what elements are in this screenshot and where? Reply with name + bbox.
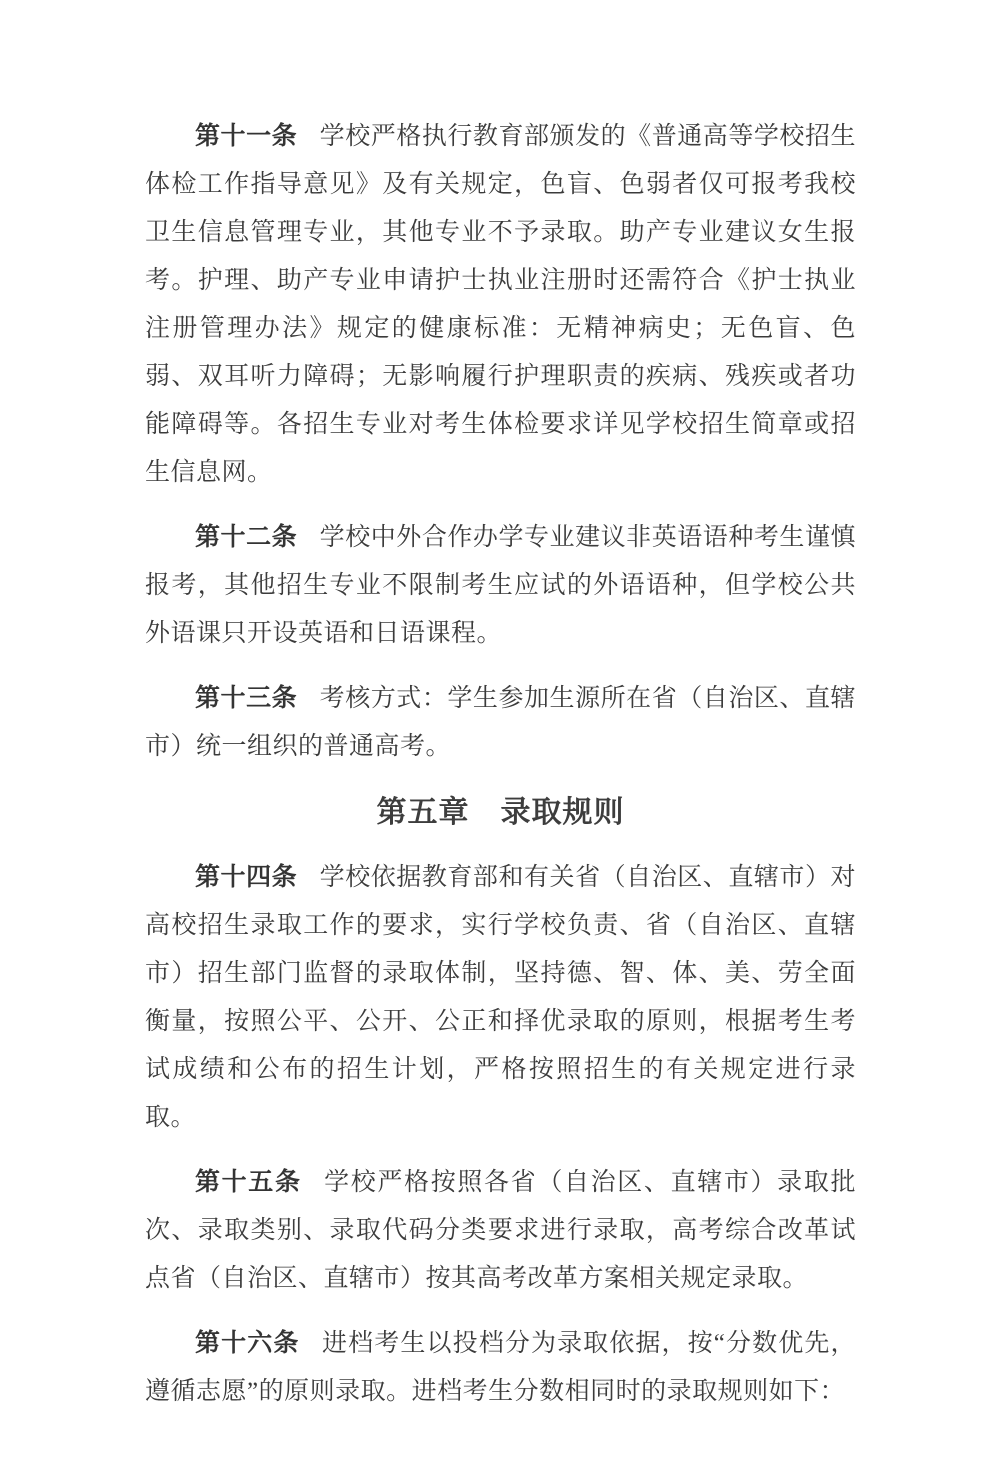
article-number: 第十一条 <box>195 122 298 150</box>
chapter-heading: 第五章 录取规则 <box>376 796 625 829</box>
article-text: 学校严格执行教育部颁发的《普通高等学校招生体检工作指导意见》及有关规定，色盲、色弱者仅可报考我校卫生信息管理专业，其他专业不予录取。助产专业建议女生报考。护理、助产专业申请护士执业注册时还需符合《护士执业注册管理办法》规定的健康标准：无精神病史；无色盲、色弱、双耳听力障碍；无影响履行护理职责的疾病、残疾或者功能障碍等。各招生专业对考生体检要求详见学校招生简章或招生信息网。 <box>145 123 856 486</box>
article-number: 第十二条 <box>195 523 298 551</box>
article-paragraph-12 <box>145 513 856 658</box>
article-text: 学校中外合作办学专业建议非英语语种考生谨慎报考，其他招生专业不限制考生应试的外语语种，但学校公共外语课只开设英语和日语课程。 <box>145 524 856 647</box>
article-paragraph-16 <box>145 1319 856 1416</box>
article-text: 进档考生以投档分为录取依据，按“分数优先，遵循志愿”的原则录取。进档考生分数相同时的录取规则如下： <box>145 1330 856 1405</box>
article-number: 第十四条 <box>195 863 298 891</box>
article-text: 学校严格按照各省（自治区、直辖市）录取批次、录取类别、录取代码分类要求进行录取，高考综合改革试点省（自治区、直辖市）按其高考改革方案相关规定录取。 <box>145 1169 856 1292</box>
article-paragraph-13 <box>145 674 856 771</box>
article-paragraph-11 <box>145 112 856 497</box>
article-text: 学校依据教育部和有关省（自治区、直辖市）对高校招生录取工作的要求，实行学校负责、省（自治区、直辖市）招生部门监督的录取体制，坚持德、智、体、美、劳全面衡量，按照公平、公开、公正和择优录取的原则，根据考生考试成绩和公布的招生计划，严格按照招生的有关规定进行录取。 <box>145 864 856 1131</box>
article-paragraph-15 <box>145 1158 856 1303</box>
article-number: 第十三条 <box>195 684 298 712</box>
article-text: 考核方式：学生参加生源所在省（自治区、直辖市）统一组织的普通高考。 <box>145 685 856 760</box>
article-paragraph-14 <box>145 853 856 1142</box>
article-number: 第十六条 <box>195 1329 300 1357</box>
article-number: 第十五条 <box>195 1168 302 1196</box>
